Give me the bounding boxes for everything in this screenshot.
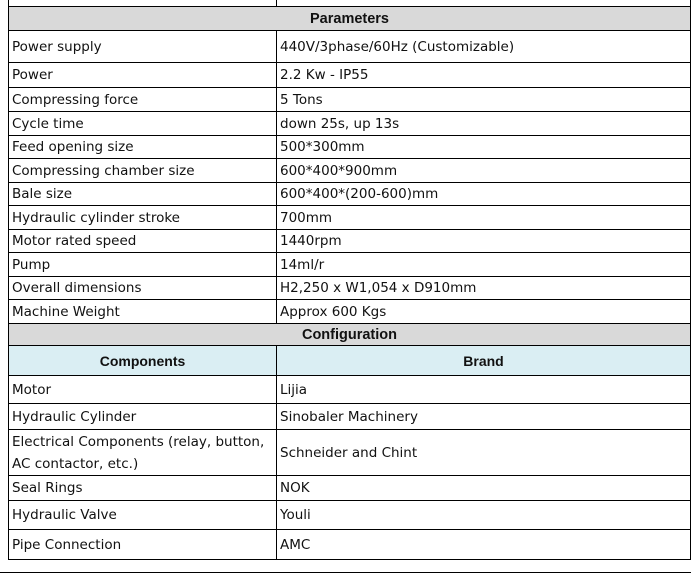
parameter-label: Machine Weight xyxy=(9,300,277,324)
parameter-label: Feed opening size xyxy=(9,136,277,159)
configuration-row xyxy=(9,430,691,476)
parameter-value: Approx 600 Kgs xyxy=(277,300,691,324)
parameter-label: Overall dimensions xyxy=(9,277,277,300)
parameter-row xyxy=(9,183,691,206)
parameter-label: Bale size xyxy=(9,183,277,206)
parameter-value: 500*300mm xyxy=(277,136,691,159)
component-brand: AMC xyxy=(277,530,691,560)
parameter-value: 700mm xyxy=(277,206,691,230)
configuration-body xyxy=(9,376,691,560)
component-brand: Lijia xyxy=(277,376,691,404)
configuration-row xyxy=(9,501,691,530)
parameters-body xyxy=(9,31,691,324)
parameter-value: 600*400*900mm xyxy=(277,159,691,183)
component-brand: NOK xyxy=(277,476,691,501)
parameters-section-header xyxy=(9,7,691,31)
parameter-row xyxy=(9,31,691,63)
parameter-row xyxy=(9,88,691,112)
component-name: Pipe Connection xyxy=(9,530,277,560)
component-brand: Sinobaler Machinery xyxy=(277,404,691,430)
component-name: Electrical Components (relay, button, AC contactor, etc.) xyxy=(9,430,277,476)
configuration-title: Configuration xyxy=(9,324,691,346)
component-name: Hydraulic Valve xyxy=(9,501,277,530)
brand-column-header: Brand xyxy=(277,346,691,376)
specification-table xyxy=(8,0,691,560)
parameter-value: 1440rpm xyxy=(277,230,691,253)
component-name: Seal Rings xyxy=(9,476,277,501)
parameter-value: 14ml/r xyxy=(277,253,691,277)
parameter-label: Compressing chamber size xyxy=(9,159,277,183)
parameter-row xyxy=(9,277,691,300)
configuration-row xyxy=(9,376,691,404)
parameter-label: Hydraulic cylinder stroke xyxy=(9,206,277,230)
parameter-row xyxy=(9,136,691,159)
component-name: Motor xyxy=(9,376,277,404)
parameter-row xyxy=(9,253,691,277)
parameter-value: 5 Tons xyxy=(277,88,691,112)
parameter-row xyxy=(9,206,691,230)
parameter-row xyxy=(9,230,691,253)
parameter-label: Pump xyxy=(9,253,277,277)
parameter-value: 440V/3phase/60Hz (Customizable) xyxy=(277,31,691,63)
parameter-label: Power xyxy=(9,63,277,88)
component-brand: Youli xyxy=(277,501,691,530)
parameter-label: Power supply xyxy=(9,31,277,63)
configuration-row xyxy=(9,404,691,430)
parameter-value: 2.2 Kw - IP55 xyxy=(277,63,691,88)
parameter-value: down 25s, up 13s xyxy=(277,112,691,136)
configuration-row xyxy=(9,530,691,560)
parameter-value: H2,250 x W1,054 x D910mm xyxy=(277,277,691,300)
parameter-row xyxy=(9,300,691,324)
bottom-divider xyxy=(0,572,691,573)
component-name: Hydraulic Cylinder xyxy=(9,404,277,430)
parameters-title: Parameters xyxy=(9,7,691,31)
configuration-section-header xyxy=(9,324,691,346)
parameter-label: Motor rated speed xyxy=(9,230,277,253)
components-column-header: Components xyxy=(9,346,277,376)
parameter-value: 600*400*(200-600)mm xyxy=(277,183,691,206)
configuration-row xyxy=(9,476,691,501)
parameter-label: Cycle time xyxy=(9,112,277,136)
component-brand: Schneider and Chint xyxy=(277,430,691,476)
parameter-row xyxy=(9,112,691,136)
parameter-row xyxy=(9,63,691,88)
configuration-column-headers xyxy=(9,346,691,376)
parameter-label: Compressing force xyxy=(9,88,277,112)
parameter-row xyxy=(9,159,691,183)
